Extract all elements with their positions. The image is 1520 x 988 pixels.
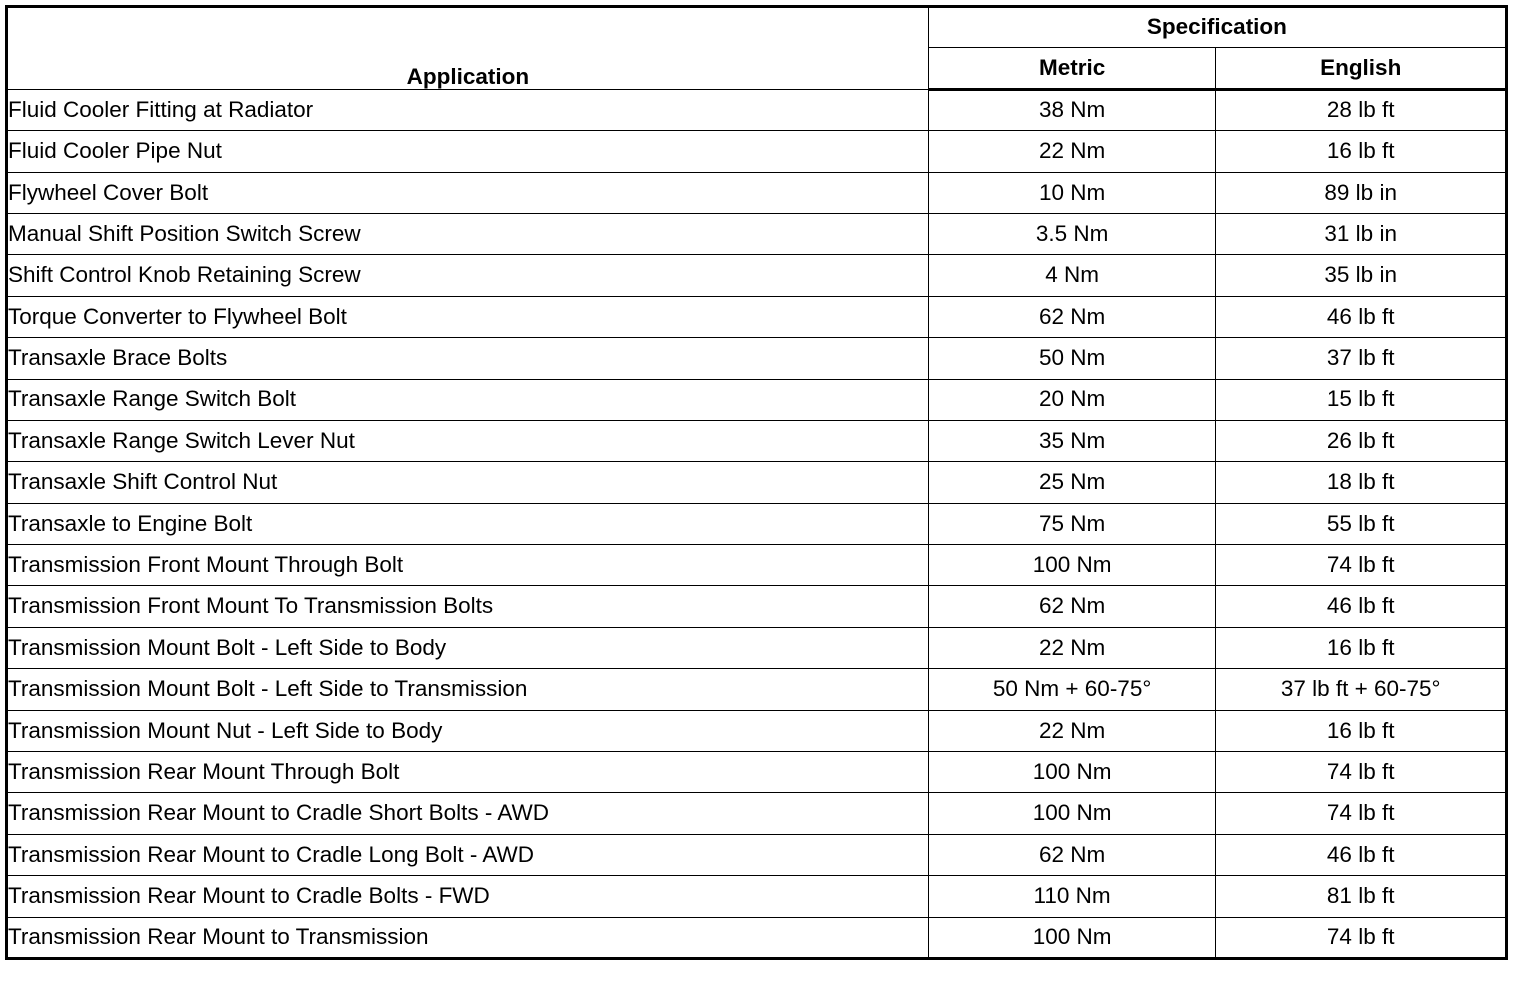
english-cell: 16 lb ft (1216, 710, 1507, 751)
metric-cell: 75 Nm (928, 503, 1216, 544)
english-cell: 16 lb ft (1216, 627, 1507, 668)
english-cell: 46 lb ft (1216, 586, 1507, 627)
table-row (7, 586, 1507, 627)
english-cell: 46 lb ft (1216, 834, 1507, 875)
application-cell: Torque Converter to Flywheel Bolt (7, 296, 929, 337)
english-cell: 37 lb ft + 60-75° (1216, 669, 1507, 710)
english-cell: 16 lb ft (1216, 131, 1507, 172)
table-row (7, 834, 1507, 875)
application-cell: Transmission Rear Mount to Transmission (7, 917, 929, 958)
english-column-header: English (1216, 48, 1507, 89)
metric-cell: 100 Nm (928, 917, 1216, 958)
application-cell: Fluid Cooler Fitting at Radiator (7, 89, 929, 130)
application-cell: Transmission Rear Mount to Cradle Short Bolts - AWD (7, 793, 929, 834)
application-column-header: Application (7, 7, 929, 90)
application-cell: Transmission Mount Bolt - Left Side to Transmission (7, 669, 929, 710)
table-row (7, 793, 1507, 834)
metric-cell: 38 Nm (928, 89, 1216, 130)
english-cell: 15 lb ft (1216, 379, 1507, 420)
table-row (7, 255, 1507, 296)
torque-spec-table (5, 5, 1508, 960)
application-cell: Transaxle Range Switch Lever Nut (7, 420, 929, 461)
english-cell: 89 lb in (1216, 172, 1507, 213)
metric-cell: 25 Nm (928, 462, 1216, 503)
metric-cell: 10 Nm (928, 172, 1216, 213)
english-cell: 28 lb ft (1216, 89, 1507, 130)
english-cell: 74 lb ft (1216, 793, 1507, 834)
english-cell: 55 lb ft (1216, 503, 1507, 544)
table-row (7, 89, 1507, 130)
table-row (7, 627, 1507, 668)
english-cell: 18 lb ft (1216, 462, 1507, 503)
application-cell: Fluid Cooler Pipe Nut (7, 131, 929, 172)
english-cell: 37 lb ft (1216, 338, 1507, 379)
application-cell: Transmission Mount Bolt - Left Side to Body (7, 627, 929, 668)
metric-cell: 22 Nm (928, 627, 1216, 668)
table-row (7, 379, 1507, 420)
table-row (7, 917, 1507, 958)
application-cell: Transaxle Shift Control Nut (7, 462, 929, 503)
metric-cell: 20 Nm (928, 379, 1216, 420)
metric-cell: 35 Nm (928, 420, 1216, 461)
english-cell: 74 lb ft (1216, 545, 1507, 586)
english-cell: 35 lb in (1216, 255, 1507, 296)
application-cell: Transmission Rear Mount to Cradle Long Bolt - AWD (7, 834, 929, 875)
application-cell: Transaxle Brace Bolts (7, 338, 929, 379)
application-cell: Transmission Mount Nut - Left Side to Body (7, 710, 929, 751)
header-row-top (7, 7, 1507, 48)
table-row (7, 545, 1507, 586)
application-cell: Transaxle Range Switch Bolt (7, 379, 929, 420)
english-cell: 31 lb in (1216, 213, 1507, 254)
application-cell: Transmission Front Mount Through Bolt (7, 545, 929, 586)
metric-cell: 22 Nm (928, 710, 1216, 751)
specification-column-header: Specification (928, 7, 1506, 48)
metric-cell: 50 Nm + 60-75° (928, 669, 1216, 710)
table-row (7, 462, 1507, 503)
table-row (7, 669, 1507, 710)
application-cell: Flywheel Cover Bolt (7, 172, 929, 213)
table-row (7, 876, 1507, 917)
table-body (7, 89, 1507, 958)
metric-cell: 62 Nm (928, 296, 1216, 337)
table-row (7, 752, 1507, 793)
table-row (7, 296, 1507, 337)
metric-cell: 100 Nm (928, 793, 1216, 834)
english-cell: 46 lb ft (1216, 296, 1507, 337)
english-cell: 74 lb ft (1216, 752, 1507, 793)
metric-cell: 4 Nm (928, 255, 1216, 296)
table-row (7, 338, 1507, 379)
application-cell: Transaxle to Engine Bolt (7, 503, 929, 544)
table-row (7, 213, 1507, 254)
metric-cell: 62 Nm (928, 586, 1216, 627)
application-cell: Shift Control Knob Retaining Screw (7, 255, 929, 296)
table-row (7, 131, 1507, 172)
application-cell: Transmission Rear Mount to Cradle Bolts - FWD (7, 876, 929, 917)
english-cell: 81 lb ft (1216, 876, 1507, 917)
application-cell: Manual Shift Position Switch Screw (7, 213, 929, 254)
metric-cell: 22 Nm (928, 131, 1216, 172)
torque-spec-table-container (5, 5, 1508, 960)
metric-column-header: Metric (928, 48, 1216, 89)
table-row (7, 420, 1507, 461)
metric-cell: 50 Nm (928, 338, 1216, 379)
table-row (7, 503, 1507, 544)
english-cell: 74 lb ft (1216, 917, 1507, 958)
application-cell: Transmission Rear Mount Through Bolt (7, 752, 929, 793)
metric-cell: 100 Nm (928, 752, 1216, 793)
application-cell: Transmission Front Mount To Transmission Bolts (7, 586, 929, 627)
metric-cell: 100 Nm (928, 545, 1216, 586)
metric-cell: 110 Nm (928, 876, 1216, 917)
metric-cell: 62 Nm (928, 834, 1216, 875)
table-row (7, 710, 1507, 751)
english-cell: 26 lb ft (1216, 420, 1507, 461)
table-row (7, 172, 1507, 213)
metric-cell: 3.5 Nm (928, 213, 1216, 254)
